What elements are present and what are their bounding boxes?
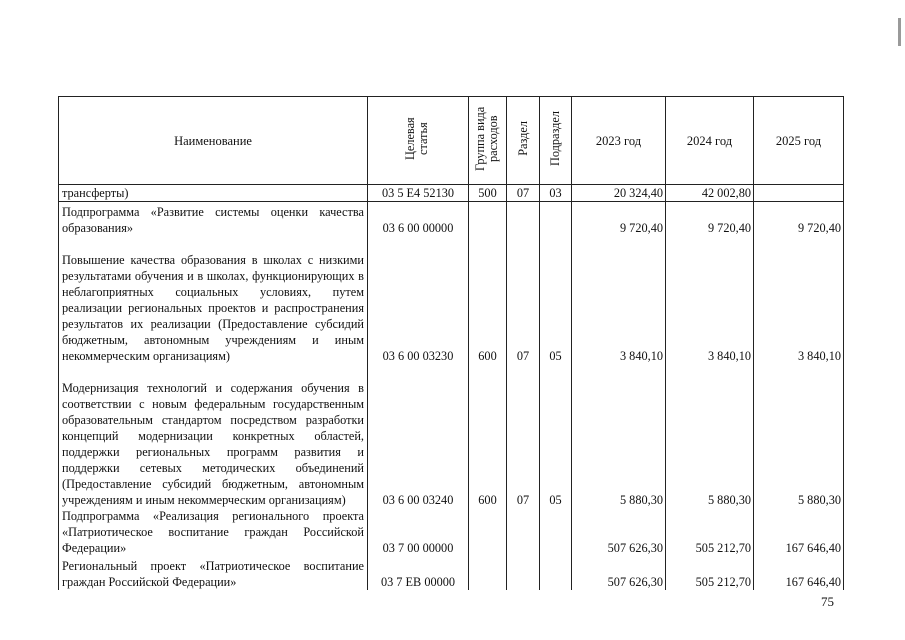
table-row: [59, 185, 844, 202]
row-name: Модернизация технологий и содержания обучения в соответствии с новым федеральным государственным образовательным стандартом посредством разработки концепций модернизации конкретных областей, поддержки региональных программ развития и поддержки сетевых методических объединений (Предоставление субсидий бюджетным, автономным учреждениям и иным некоммерческим организациям): [59, 364, 368, 508]
row-2024: 9 720,40: [666, 202, 754, 236]
row-group: [469, 556, 507, 590]
row-2024: 505 212,70: [666, 508, 754, 556]
row-subsection: 05: [540, 364, 572, 508]
table-row: [59, 364, 844, 508]
row-2025: 3 840,10: [754, 236, 844, 364]
header-section: Раздел: [507, 97, 540, 185]
row-2023: 20 324,40: [572, 185, 666, 202]
row-2024: 42 002,80: [666, 185, 754, 202]
row-2024: 3 840,10: [666, 236, 754, 364]
row-2025: 167 646,40: [754, 508, 844, 556]
header-2024: 2024 год: [666, 97, 754, 185]
row-subsection: [540, 508, 572, 556]
row-group: 500: [469, 185, 507, 202]
scan-edge-mark: [898, 18, 901, 46]
header-target-article: Целевая статья: [368, 97, 469, 185]
row-section: [507, 556, 540, 590]
header-expense-group: Группа вида расходов: [469, 97, 507, 185]
row-name: Повышение качества образования в школах с низкими результатами обучения и в школах, функционирующих в неблагоприятных социальных условиях, путем реализации региональных проектов и распространения результатов их реализации (Предоставление субсидий бюджетным, автономным учреждениям и иным некоммерческим организациям): [59, 236, 368, 364]
row-name: Региональный проект «Патриотическое воспитание граждан Российской Федерации»: [59, 556, 368, 590]
row-code: 03 6 00 03230: [368, 236, 469, 364]
row-2025: [754, 185, 844, 202]
table-row: [59, 202, 844, 236]
row-subsection: 03: [540, 185, 572, 202]
row-2023: 9 720,40: [572, 202, 666, 236]
row-section: 07: [507, 364, 540, 508]
row-subsection: [540, 202, 572, 236]
row-section: 07: [507, 236, 540, 364]
row-2025: 9 720,40: [754, 202, 844, 236]
row-code: 03 7 ЕВ 00000: [368, 556, 469, 590]
row-code: 03 6 00 00000: [368, 202, 469, 236]
header-subsection: Подраздел: [540, 97, 572, 185]
row-name: трансферты): [59, 185, 368, 202]
header-2025: 2025 год: [754, 97, 844, 185]
row-2023: 3 840,10: [572, 236, 666, 364]
row-code: 03 5 Е4 52130: [368, 185, 469, 202]
row-2023: 507 626,30: [572, 556, 666, 590]
row-2024: 505 212,70: [666, 556, 754, 590]
row-subsection: [540, 556, 572, 590]
header-name: Наименование: [59, 97, 368, 185]
row-2023: 5 880,30: [572, 364, 666, 508]
row-group: [469, 202, 507, 236]
row-code: 03 7 00 00000: [368, 508, 469, 556]
page-number: 75: [821, 594, 834, 609]
row-section: [507, 202, 540, 236]
row-group: [469, 508, 507, 556]
table-row: [59, 556, 844, 590]
budget-table: [58, 96, 844, 590]
table-row: [59, 508, 844, 556]
row-2024: 5 880,30: [666, 364, 754, 508]
table-row: [59, 236, 844, 364]
table-header-row: [59, 97, 844, 185]
row-section: 07: [507, 185, 540, 202]
row-name: Подпрограмма «Развитие системы оценки качества образования»: [59, 202, 368, 236]
row-2025: 5 880,30: [754, 364, 844, 508]
row-2023: 507 626,30: [572, 508, 666, 556]
row-group: 600: [469, 364, 507, 508]
row-code: 03 6 00 03240: [368, 364, 469, 508]
row-2025: 167 646,40: [754, 556, 844, 590]
row-name: Подпрограмма «Реализация регионального проекта «Патриотическое воспитание граждан Российской Федерации»: [59, 508, 368, 556]
row-subsection: 05: [540, 236, 572, 364]
header-2023: 2023 год: [572, 97, 666, 185]
row-section: [507, 508, 540, 556]
row-group: 600: [469, 236, 507, 364]
